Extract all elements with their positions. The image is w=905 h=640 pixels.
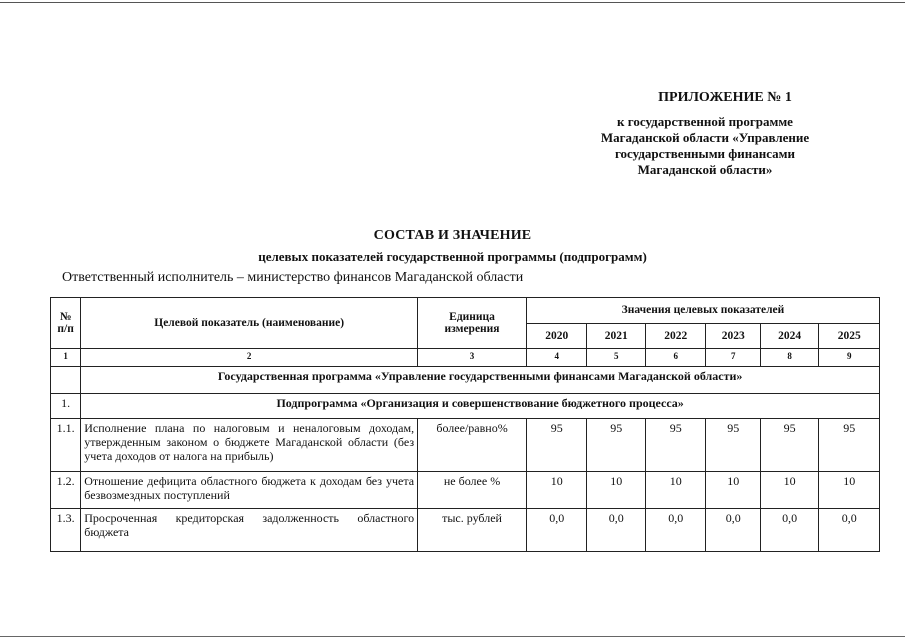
column-number: 9 [819, 349, 880, 367]
row-value: 0,0 [526, 509, 587, 552]
row-value: 10 [645, 472, 706, 509]
table-row [51, 472, 880, 509]
column-number: 2 [81, 349, 418, 367]
row-value: 0,0 [819, 509, 880, 552]
col-header-unit: Единица измерения [418, 298, 527, 349]
row-value: 10 [760, 472, 818, 509]
row-value: 10 [819, 472, 880, 509]
table-row [51, 419, 880, 472]
program-number-cell [51, 367, 81, 394]
row-indicator-name: Отношение дефицита областного бюджета к доходам без учета безвозмездных поступлений [81, 472, 418, 509]
row-indicator-name: Просроченная кредиторская задолженность областного бюджета [81, 509, 418, 552]
scan-edge-bottom [0, 636, 905, 637]
column-number: 4 [526, 349, 587, 367]
appendix-line: Магаданской области «Управление [600, 130, 810, 145]
col-header-number: № п/п [51, 298, 81, 349]
row-value: 0,0 [645, 509, 706, 552]
column-number-row [51, 349, 880, 367]
row-unit: не более % [418, 472, 527, 509]
row-value: 10 [706, 472, 760, 509]
column-number: 7 [706, 349, 760, 367]
subprogram-number: 1. [51, 394, 81, 419]
appendix-line: Магаданской области» [637, 162, 773, 177]
row-value: 95 [706, 419, 760, 472]
row-number: 1.2. [51, 472, 81, 509]
col-header-year: 2022 [645, 323, 706, 349]
row-unit: более/равно% [418, 419, 527, 472]
column-number: 8 [760, 349, 818, 367]
row-number: 1.1. [51, 419, 81, 472]
row-value: 0,0 [760, 509, 818, 552]
row-value: 0,0 [706, 509, 760, 552]
col-header-indicator: Целевой показатель (наименование) [81, 298, 418, 349]
column-number: 1 [51, 349, 81, 367]
col-header-year: 2025 [819, 323, 880, 349]
program-title: Государственная программа «Управление государственными финансами Магаданской области» [81, 367, 880, 394]
header-row [51, 298, 880, 324]
table-row [51, 509, 880, 552]
program-row [51, 367, 880, 394]
indicators-table [50, 297, 880, 552]
appendix-subtitle [560, 114, 850, 178]
appendix-line: государственными финансами [614, 146, 796, 161]
row-value: 10 [587, 472, 645, 509]
subprogram-title: Подпрограмма «Организация и совершенствование бюджетного процесса» [81, 394, 880, 419]
appendix-block [560, 90, 850, 178]
row-number: 1.3. [51, 509, 81, 552]
document-subtitle: целевых показателей государственной программы (подпрограмм) [258, 249, 647, 264]
column-number: 3 [418, 349, 527, 367]
row-value: 95 [819, 419, 880, 472]
document-title: СОСТАВ И ЗНАЧЕНИЕ [373, 228, 532, 243]
subprogram-row [51, 394, 880, 419]
scan-edge-top [0, 2, 905, 3]
row-value: 95 [645, 419, 706, 472]
appendix-line: к государственной программе [617, 114, 793, 129]
row-indicator-name: Исполнение плана по налоговым и неналоговым доходам, утвержденным законом о бюджете Магаданской области (без учета доходов от налога на прибыль) [81, 419, 418, 472]
appendix-title: ПРИЛОЖЕНИЕ № 1 [658, 90, 792, 105]
row-value: 95 [587, 419, 645, 472]
col-header-year: 2020 [526, 323, 587, 349]
row-value: 95 [760, 419, 818, 472]
col-header-values-group: Значения целевых показателей [526, 298, 879, 324]
col-header-year: 2023 [706, 323, 760, 349]
row-value: 10 [526, 472, 587, 509]
column-number: 5 [587, 349, 645, 367]
row-value: 95 [526, 419, 587, 472]
column-number: 6 [645, 349, 706, 367]
col-header-year: 2021 [587, 323, 645, 349]
col-header-year: 2024 [760, 323, 818, 349]
row-unit: тыс. рублей [418, 509, 527, 552]
row-value: 0,0 [587, 509, 645, 552]
responsible-executor: Ответственный исполнитель – министерство финансов Магаданской области [62, 270, 524, 285]
